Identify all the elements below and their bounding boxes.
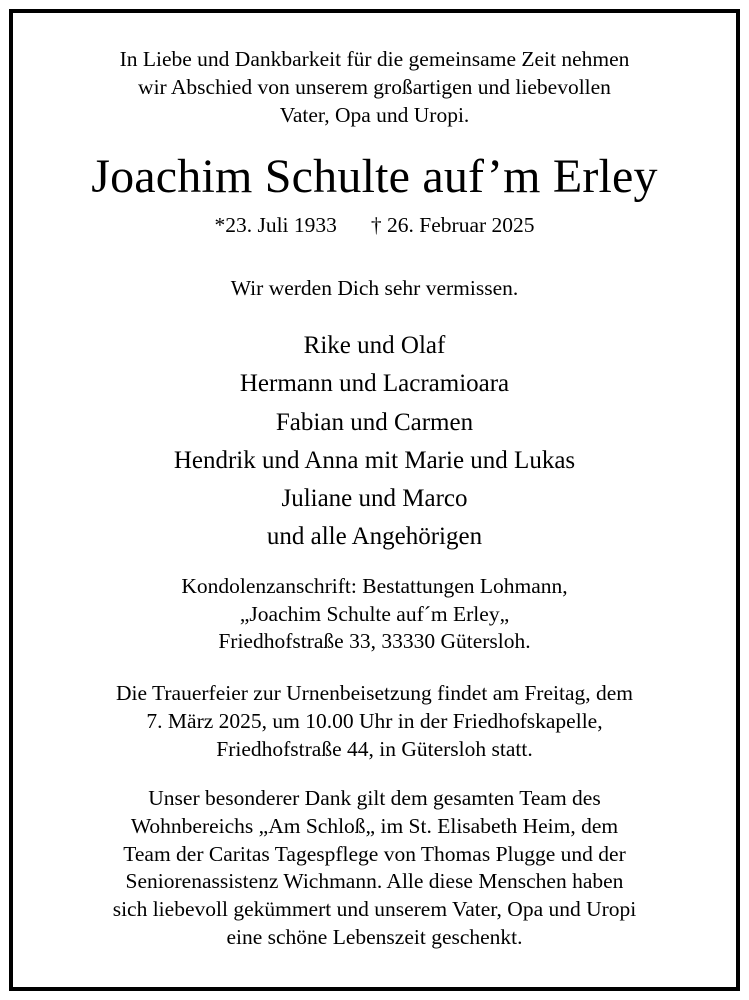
life-dates bbox=[0, 211, 749, 239]
service-line: Die Trauerfeier zur Urnenbeisetzung findet am Freitag, dem bbox=[115, 681, 634, 705]
thanks-text bbox=[0, 785, 749, 952]
thanks-line: Team der Caritas Tagespflege von Thomas Plugge und der bbox=[123, 841, 626, 866]
family-member: Rike und Olaf bbox=[303, 332, 446, 359]
intro-text bbox=[0, 45, 749, 129]
intro-line: wir Abschied von unserem großartigen und liebevollen bbox=[138, 75, 611, 99]
family-member: Juliane und Marco bbox=[281, 485, 468, 513]
condolence-line: „Joachim Schulte auf´m Erley„ bbox=[239, 601, 510, 626]
intro-line: Vater, Opa und Uropi. bbox=[279, 103, 470, 127]
service-line: 7. März 2025, um 10.00 Uhr in der Friedhofskapelle, bbox=[146, 709, 603, 733]
family-member: und alle Angehörigen bbox=[266, 523, 483, 551]
thanks-line: sich liebevoll gekümmert und unserem Vater, Opa und Uropi bbox=[112, 897, 637, 922]
thanks-line: Seniorenassistenz Wichmann. Alle diese Menschen haben bbox=[125, 869, 624, 894]
condolence-line: Kondolenzanschrift: Bestattungen Lohmann, bbox=[181, 574, 568, 598]
thanks-line: Unser besonderer Dank gilt dem gesamten Team des bbox=[148, 786, 601, 810]
condolence-line: Friedhofstraße 33, 33330 Gütersloh. bbox=[218, 629, 531, 653]
family-member: Hermann und Lacramioara bbox=[239, 370, 510, 398]
thanks-line: eine schöne Lebenszeit geschenkt. bbox=[226, 924, 523, 949]
deceased-name: Joachim Schulte auf’m Erley bbox=[91, 150, 658, 203]
death-date: † 26. Februar 2025 bbox=[370, 213, 535, 237]
family-member: Hendrik und Anna mit Marie und Lukas bbox=[173, 446, 576, 474]
intro-line: In Liebe und Dankbarkeit für die gemeinsame Zeit nehmen bbox=[119, 47, 630, 71]
family-member: Fabian und Carmen bbox=[275, 408, 474, 436]
funeral-service-info bbox=[0, 679, 749, 763]
birth-date: *23. Juli 1933 bbox=[214, 213, 337, 237]
service-line: Friedhofstraße 44, in Gütersloh statt. bbox=[216, 737, 533, 761]
thanks-line: Wohnbereichs „Am Schloß„ im St. Elisabeth Heim, dem bbox=[130, 813, 619, 838]
family-list bbox=[0, 327, 749, 557]
miss-line: Wir werden Dich sehr vermissen. bbox=[230, 276, 519, 300]
condolence-address bbox=[0, 573, 749, 656]
